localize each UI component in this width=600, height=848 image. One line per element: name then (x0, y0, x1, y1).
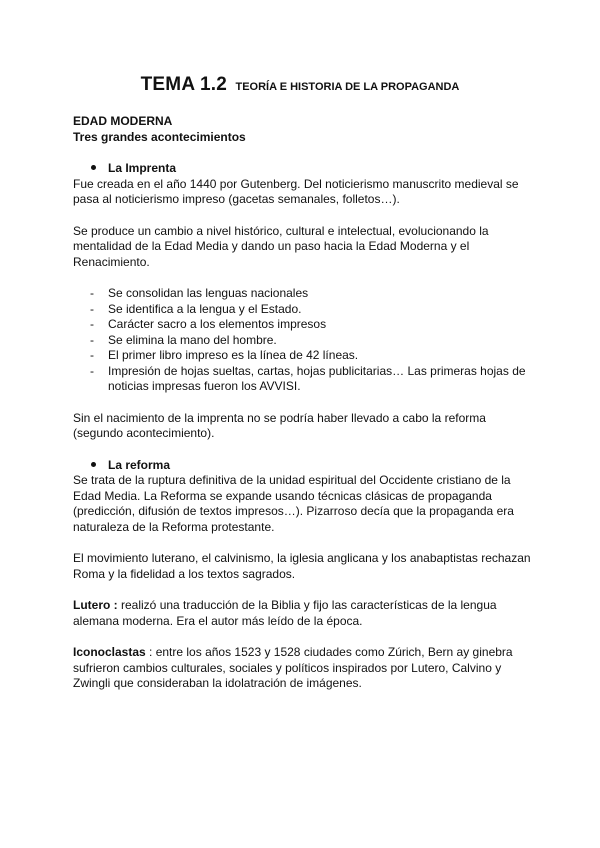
lutero-paragraph (73, 598, 533, 629)
lutero-text: realizó una traducción de la Biblia y fijo las características de la lengua alemana moderna. Era el autor más leído de la época. (73, 598, 497, 628)
lutero-label: Lutero : (73, 598, 118, 612)
reforma-heading-text: La reforma (108, 457, 171, 472)
reforma-paragraph-2: El movimiento luterano, el calvinismo, la iglesia anglicana y los anabaptistas rechazan Roma y la fidelidad a los textos sagrados. (73, 551, 531, 581)
document-title (0, 74, 600, 96)
title-main: TEMA 1.2 (140, 74, 228, 95)
imprenta-list (73, 286, 533, 395)
bullet-dot-icon (91, 462, 96, 467)
imprenta-paragraph-1: Fue creada en el año 1440 por Gutenberg. Del noticierismo manuscrito medieval se pasa al noticierismo impreso (gacetas semanales, folletos…). (73, 176, 519, 206)
document-body (73, 114, 533, 692)
iconoclastas-text: : entre los años 1523 y 1528 ciudades como Zúrich, Bern ay ginebra sufrieron cambios culturales, sociales y políticos inspirados por Lutero, Calvino y Zwingli que consideraban la idolatración de imágenes. (73, 645, 513, 690)
iconoclastas-paragraph (73, 645, 533, 692)
section-subheading: Tres grandes acontecimientos (73, 129, 246, 144)
iconoclastas-label: Iconoclastas (73, 645, 146, 659)
list-item: - Se identifica a la lengua y el Estado. (90, 301, 302, 316)
title-subtitle: TEORÍA E HISTORIA DE LA PROPAGANDA (235, 81, 460, 93)
section-heading: EDAD MODERNA (73, 114, 173, 128)
imprenta-heading-text: La Imprenta (108, 161, 177, 175)
list-item: - Se elimina la mano del hombre. (90, 332, 277, 347)
bullet-dot-icon (91, 165, 96, 170)
imprenta-heading (91, 161, 533, 177)
list-item: - El primer libro impreso es la línea de 42 líneas. (90, 348, 359, 362)
reforma-paragraph-1: Se trata de la ruptura definitiva de la unidad espiritual del Occidente cristiano de la Edad Media. La Reforma se expande usando técnicas clásicas de propaganda (predicción, difusión de textos impresos…). Pizarroso decía que la propaganda era naturaleza de la Reforma protestante. (73, 473, 514, 534)
list-item: - Carácter sacro a los elementos impresos (90, 317, 327, 331)
list-item: - Se consolidan las lenguas nacionales (90, 286, 309, 300)
imprenta-paragraph-2: Se produce un cambio a nivel histórico, cultural e intelectual, evolucionando la mentalidad de la Edad Media y dando un paso hacia la Edad Moderna y el Renacimiento. (73, 223, 489, 269)
imprenta-paragraph-3: Sin el nacimiento de la imprenta no se podría haber llevado a cabo la reforma (segundo acontecimiento). (73, 410, 486, 440)
reforma-heading (91, 458, 533, 474)
list-item: - Impresión de hojas sueltas, cartas, hojas publicitarias… Las primeras hojas de noticias impresas fueron los AVVISI. (90, 363, 526, 393)
